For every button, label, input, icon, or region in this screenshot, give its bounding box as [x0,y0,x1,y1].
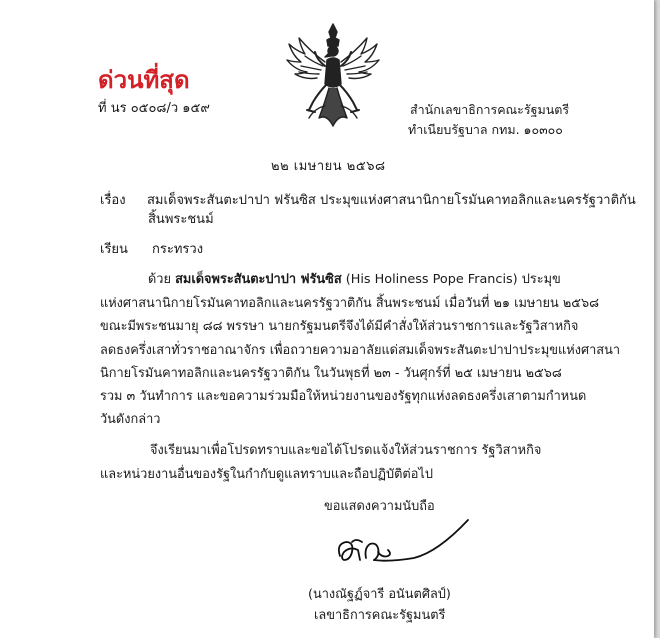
paragraph-2-line-2: และหน่วยงานอื่นของรัฐในกำกับดูแลทราบและถือปฏิบัติต่อไป [100,467,433,482]
subject-line-2: สิ้นพระชนม์ [148,212,214,227]
paragraph-2-line-1: จึงเรียนมาเพื่อโปรดทราบและขอได้โปรดแจ้งให้ส่วนราชการ รัฐวิสาหกิจ [150,443,542,458]
urgency-stamp: ด่วนที่สุด [98,66,190,94]
recipient-label: เรียน [100,242,128,257]
office-address: ทำเนียบรัฐบาล กทม. ๑๐๓๐๐ [408,122,563,137]
paragraph-1-line-4: ลดธงครึ่งเสาทั่วราชอาณาจักร เพื่อถวายความอาลัยแด่สมเด็จพระสันตะปาปาประมุขแห่งศาสนา [100,343,621,358]
signer-title: เลขาธิการคณะรัฐมนตรี [314,608,446,623]
para1-lead-tail: (His Holiness Pope Francis) ประมุข [345,272,561,287]
subject-label: เรื่อง [100,193,126,208]
pope-name: สมเด็จพระสันตะปาปา ฟรันซิส [175,272,342,287]
paragraph-1-line-2: แห่งศาสนานิกายโรมันคาทอลิกและนครรัฐวาติกัน สิ้นพระชนม์ เมื่อวันที่ ๒๑ เมษายน ๒๕๖๘ [100,296,599,311]
office-name: สำนักเลขาธิการคณะรัฐมนตรี [410,102,570,117]
paragraph-1-line-3: ขณะมีพระชนมายุ ๘๘ พรรษา นายกรัฐมนตรีจึงได้มีคำสั่งให้ส่วนราชการและรัฐวิสาหกิจ [100,319,579,334]
paragraph-1-line-6: รวม ๓ วันทำการ และขอความร่วมมือให้หน่วยงานของรัฐทุกแห่งลดธงครึ่งเสาตามกำหนด [100,389,587,404]
paragraph-1-line-1 [148,268,561,289]
subject-line-1: สมเด็จพระสันตะปาปา ฟรันซิส ประมุขแห่งศาสนานิกายโรมันคาทอลิกและนครรัฐวาติกัน [147,193,636,208]
para1-lead: ด้วย [148,272,171,287]
garuda-emblem-icon [285,22,381,128]
paragraph-1-line-5: นิกายโรมันคาทอลิกและนครรัฐวาติกัน ในวันพุธที่ ๒๓ - วันศุกร์ที่ ๒๕ เมษายน ๒๕๖๘ [100,366,562,381]
closing-salutation: ขอแสดงความนับถือ [324,499,435,514]
paragraph-1-line-7: วันดังกล่าว [100,412,161,427]
signer-name: (นางณัฐฏ์จารี อนันตศิลป์) [308,587,451,602]
recipient-value: กระทรวง [152,242,204,257]
reference-number: ที่ นร ๐๕๐๘/ว ๑๕๙ [98,101,210,116]
letter-date: ๒๒ เมษายน ๒๕๖๘ [271,159,386,174]
handwritten-signature [318,512,478,570]
